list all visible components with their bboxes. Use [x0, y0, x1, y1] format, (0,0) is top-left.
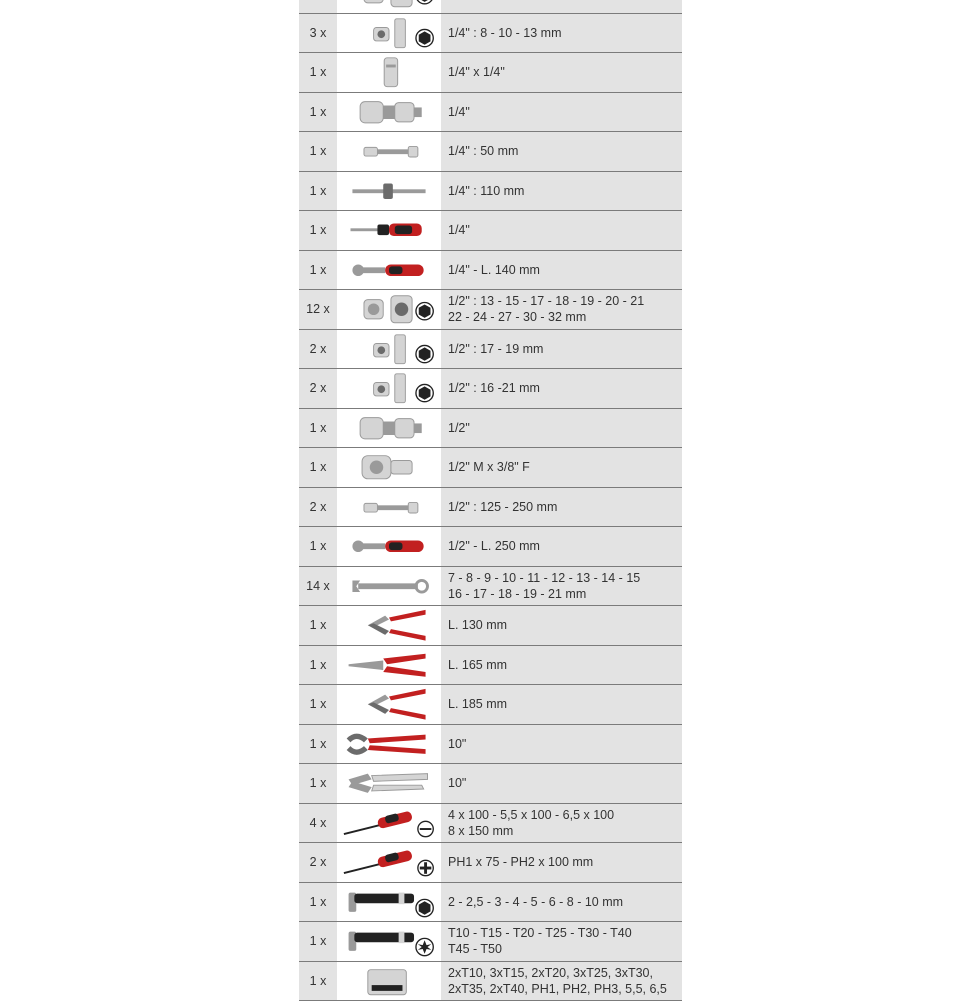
description-line: L. 185 mm — [448, 696, 682, 712]
description-line: 1/2" : 125 - 250 mm — [448, 499, 682, 515]
ratchet-icon — [337, 527, 441, 566]
tool-list-table — [299, 0, 682, 1001]
quantity-cell: 2 x — [299, 369, 337, 408]
quantity-cell: 1 x — [299, 764, 337, 803]
extension-bar-icon — [337, 488, 441, 527]
table-row — [299, 211, 682, 251]
quantity-cell: 1 x — [299, 725, 337, 764]
deep-socket-icon — [337, 330, 441, 369]
description-cell — [441, 606, 682, 645]
description-cell — [441, 409, 682, 448]
table-row — [299, 488, 682, 528]
description-line: 1/4" : 50 mm — [448, 143, 682, 159]
table-row — [299, 330, 682, 370]
long-nose-pliers-icon — [337, 646, 441, 685]
deep-socket-icon — [337, 14, 441, 53]
quantity-cell: 1 x — [299, 962, 337, 1001]
quantity-cell: 1 x — [299, 922, 337, 961]
description-line — [448, 0, 682, 1]
description-cell — [441, 527, 682, 566]
description-line: 1/4" — [448, 104, 682, 120]
description-cell — [441, 804, 682, 843]
description-line: 1/2" : 16 -21 mm — [448, 380, 682, 396]
quantity-cell: 1 x — [299, 132, 337, 171]
description-line: PH1 x 75 - PH2 x 100 mm — [448, 854, 682, 870]
diagonal-cutter-icon — [337, 685, 441, 724]
table-row — [299, 172, 682, 212]
description-line: 16 - 17 - 18 - 19 - 21 mm — [448, 586, 682, 602]
description-line: 10" — [448, 775, 682, 791]
table-row — [299, 606, 682, 646]
socket-set-icon — [337, 290, 441, 329]
description-line: 1/2" M x 3/8" F — [448, 459, 682, 475]
description-cell — [441, 14, 682, 53]
table-row — [299, 962, 682, 1001]
description-cell — [441, 93, 682, 132]
description-cell — [441, 369, 682, 408]
quantity-cell: 1 x — [299, 685, 337, 724]
table-row — [299, 132, 682, 172]
description-cell — [441, 488, 682, 527]
description-line: T45 - T50 — [448, 941, 682, 957]
description-cell — [441, 330, 682, 369]
flat-screwdriver-icon — [337, 804, 441, 843]
description-line: 1/4" : 110 mm — [448, 183, 682, 199]
description-cell — [441, 725, 682, 764]
description-line: 1/4" — [448, 222, 682, 238]
description-cell — [441, 211, 682, 250]
description-cell — [441, 172, 682, 211]
reducer-adapter-icon — [337, 448, 441, 487]
extension-bar-icon — [337, 132, 441, 171]
table-row — [299, 725, 682, 765]
description-line: 2 - 2,5 - 3 - 4 - 5 - 6 - 8 - 10 mm — [448, 894, 682, 910]
quantity-cell: 1 x — [299, 883, 337, 922]
phillips-screwdriver-icon — [337, 843, 441, 882]
table-row — [299, 685, 682, 725]
quantity-cell: 1 x — [299, 211, 337, 250]
table-row — [299, 646, 682, 686]
description-cell — [441, 0, 682, 13]
description-cell — [441, 922, 682, 961]
quantity-cell: 14 x — [299, 567, 337, 606]
quantity-cell — [299, 0, 337, 13]
table-row — [299, 448, 682, 488]
deep-socket-icon — [337, 369, 441, 408]
quantity-cell: 1 x — [299, 409, 337, 448]
quantity-cell: 1 x — [299, 251, 337, 290]
table-row — [299, 0, 682, 14]
quantity-cell: 12 x — [299, 290, 337, 329]
ratchet-icon — [337, 251, 441, 290]
sliding-t-bar-icon — [337, 172, 441, 211]
locking-pliers-icon — [337, 764, 441, 803]
table-row — [299, 14, 682, 54]
quantity-cell: 1 x — [299, 93, 337, 132]
description-line: 1/2" - L. 250 mm — [448, 538, 682, 554]
description-cell — [441, 685, 682, 724]
torx-key-set-icon — [337, 922, 441, 961]
table-row — [299, 290, 682, 330]
quantity-cell: 3 x — [299, 14, 337, 53]
description-line: 1/2" — [448, 420, 682, 436]
table-row — [299, 567, 682, 607]
description-cell — [441, 290, 682, 329]
description-line: T10 - T15 - T20 - T25 - T30 - T40 — [448, 925, 682, 941]
quantity-cell: 4 x — [299, 804, 337, 843]
table-row — [299, 922, 682, 962]
description-cell — [441, 764, 682, 803]
hex-key-set-icon — [337, 883, 441, 922]
quantity-cell: 1 x — [299, 527, 337, 566]
description-line: 2xT10, 3xT15, 2xT20, 3xT25, 3xT30, — [448, 965, 682, 981]
quantity-cell: 1 x — [299, 172, 337, 211]
table-row — [299, 369, 682, 409]
quantity-cell: 2 x — [299, 330, 337, 369]
universal-joint-icon — [337, 409, 441, 448]
description-line: 1/2" : 17 - 19 mm — [448, 341, 682, 357]
table-row — [299, 53, 682, 93]
water-pump-pliers-icon — [337, 725, 441, 764]
description-line: 10" — [448, 736, 682, 752]
description-line: 22 - 24 - 27 - 30 - 32 mm — [448, 309, 682, 325]
table-row — [299, 409, 682, 449]
universal-joint-icon — [337, 93, 441, 132]
table-row — [299, 93, 682, 133]
description-line: 2xT35, 2xT40, PH1, PH2, PH3, 5,5, 6,5 — [448, 981, 682, 997]
diagonal-cutter-icon — [337, 606, 441, 645]
table-row — [299, 883, 682, 923]
description-cell — [441, 448, 682, 487]
combination-wrench-icon — [337, 567, 441, 606]
description-line: L. 165 mm — [448, 657, 682, 673]
table-row — [299, 527, 682, 567]
table-row — [299, 764, 682, 804]
table-row — [299, 804, 682, 844]
description-cell — [441, 883, 682, 922]
socket-set-icon — [337, 0, 441, 13]
quantity-cell: 2 x — [299, 843, 337, 882]
table-row — [299, 251, 682, 291]
description-line: 4 x 100 - 5,5 x 100 - 6,5 x 100 — [448, 807, 682, 823]
description-line: 1/4" : 8 - 10 - 13 mm — [448, 25, 682, 41]
spinner-handle-icon — [337, 211, 441, 250]
description-cell — [441, 646, 682, 685]
description-line: 1/4" - L. 140 mm — [448, 262, 682, 278]
table-row — [299, 843, 682, 883]
description-cell — [441, 567, 682, 606]
quantity-cell: 1 x — [299, 448, 337, 487]
adapter-icon — [337, 53, 441, 92]
quantity-cell: 1 x — [299, 53, 337, 92]
description-cell — [441, 53, 682, 92]
quantity-cell: 1 x — [299, 606, 337, 645]
description-line: 7 - 8 - 9 - 10 - 11 - 12 - 13 - 14 - 15 — [448, 570, 682, 586]
description-cell — [441, 132, 682, 171]
quantity-cell: 2 x — [299, 488, 337, 527]
description-cell — [441, 843, 682, 882]
description-cell — [441, 251, 682, 290]
description-line: 1/2" : 13 - 15 - 17 - 18 - 19 - 20 - 21 — [448, 293, 682, 309]
description-line: L. 130 mm — [448, 617, 682, 633]
description-line: 1/4" x 1/4" — [448, 64, 682, 80]
quantity-cell: 1 x — [299, 646, 337, 685]
description-line: 8 x 150 mm — [448, 823, 682, 839]
